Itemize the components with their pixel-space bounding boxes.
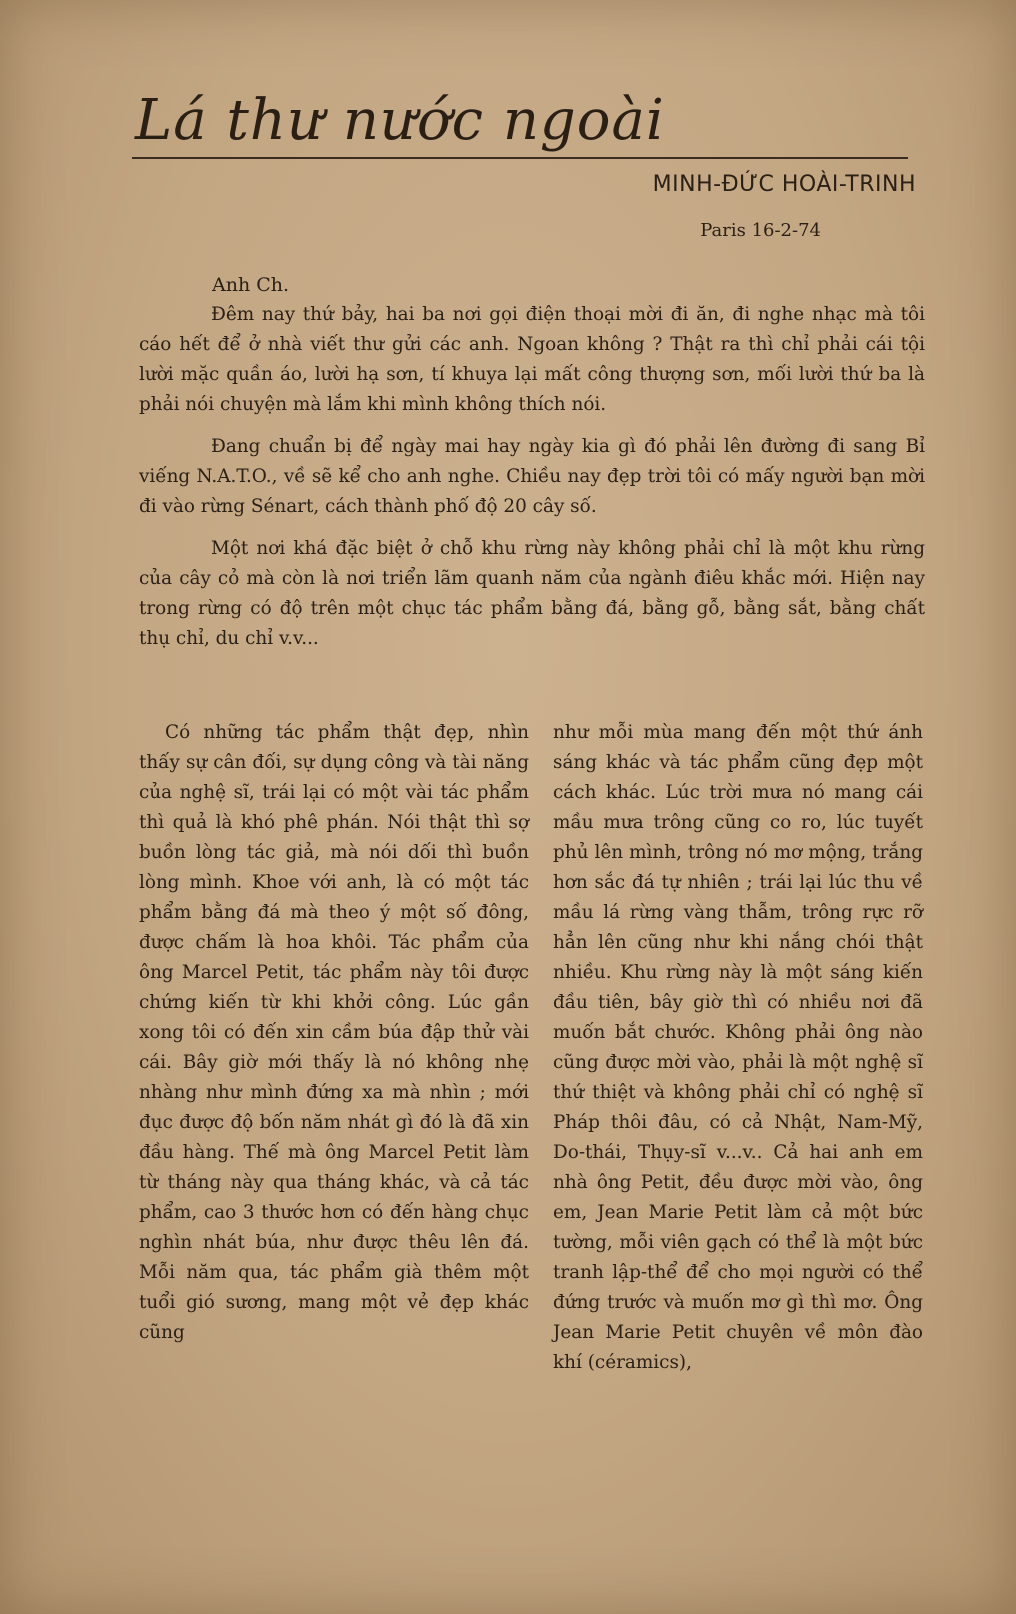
- intro-text: [139, 300, 925, 666]
- column-left-text: Có những tác phẩm thật đẹp, nhìn thấy sự cân đối, sự dụng công và tài năng của nghệ sĩ, trái lại có một vài tác phẩm thì quả là khó phê phán. Nói thật thì sợ buồn lòng tác giả, mà nói dối thì buồn lòng mình. Khoe với anh, là có một tác phẩm bằng đá mà theo ý một số đông, được chấm là hoa khôi. Tác phẩm của ông Marcel Petit, tác phẩm này tôi được chứng kiến từ khi khởi công. Lúc gần xong tôi có đến xin cầm búa đập thử vài cái. Bây giờ mới thấy là nó không nhẹ nhàng như mình đứng xa mà nhìn ; mới đục được độ bốn năm nhát gì đó là đã xin đầu hàng. Thế mà ông Marcel Petit làm từ tháng này qua tháng khác, và cả tác phẩm, cao 3 thước hơn có đến hàng chục nghìn nhát búa, như được thêu lên đá. Mỗi năm qua, tác phẩm già thêm một tuổi gió sương, mang một vẻ đẹp khác cũng: [139, 722, 529, 1343]
- paragraph-3: Một nơi khá đặc biệt ở chỗ khu rừng này không phải chỉ là một khu rừng của cây cỏ mà còn là nơi triển lãm quanh năm của ngành điêu khắc mới. Hiện nay trong rừng có độ trên một chục tác phẩm bằng đá, bằng gỗ, bằng sắt, bằng chất thụ chỉ, du chỉ v.v...: [139, 538, 925, 649]
- title-underline: [132, 157, 908, 159]
- paragraph-2: Đang chuẩn bị để ngày mai hay ngày kia gì đó phải lên đường đi sang Bỉ viếng N.A.T.O., về sẽ kể cho anh nghe. Chiều nay đẹp trời tôi có mấy người bạn mời đi vào rừng Sénart, cách thành phố độ 20 cây số.: [139, 436, 925, 517]
- letter-date: Paris 16-2-74: [700, 220, 821, 241]
- article-title: Lá thư nước ngoài: [135, 88, 665, 153]
- letter-salutation: Anh Ch.: [212, 274, 290, 296]
- column-right-text: như mỗi mùa mang đến một thứ ánh sáng khác và tác phẩm cũng đẹp một cách khác. Lúc trời mưa nó mang cái mầu mưa trông cũng co ro, lúc tuyết phủ lên mình, trông nó mơ mộng, trắng hơn sắc đá tự nhiên ; trái lại lúc thu về mầu lá rừng vàng thẫm, trông rực rỡ hẳn lên cũng như khi nắng chói thật nhiều. Khu rừng này là một sáng kiến đầu tiên, bây giờ thì có nhiều nơi đã muốn bắt chước. Không phải ông nào cũng được mời vào, phải là một nghệ sĩ thứ thiệt và không phải chỉ có nghệ sĩ Pháp thôi đâu, có cả Nhật, Nam-Mỹ, Do-thái, Thụy-sĩ v...v.. Cả hai anh em nhà ông Petit, đều được mời vào, ông em, Jean Marie Petit làm cả một bức tường, mỗi viên gạch có thể là một bức tranh lập-thể để cho mọi người có thể đứng trước và muốn mơ gì thì mơ. Ông Jean Marie Petit chuyên về môn đào khí (céramics),: [553, 722, 923, 1373]
- paragraph-1: Đêm nay thứ bảy, hai ba nơi gọi điện thoại mời đi ăn, đi nghe nhạc mà tôi cáo hết để ở nhà viết thư gửi các anh. Ngoan không ? Thật ra thì chỉ phải cái tội lười mặc quần áo, lười hạ sơn, tí khuya lại mất công thượng sơn, mối lười thứ ba là phải nói chuyện mà lắm khi mình không thích nói.: [139, 304, 925, 415]
- article-author: MINH-ĐỨC HOÀI-TRINH: [652, 172, 916, 197]
- column-left: [139, 718, 529, 1348]
- column-right: [553, 718, 923, 1378]
